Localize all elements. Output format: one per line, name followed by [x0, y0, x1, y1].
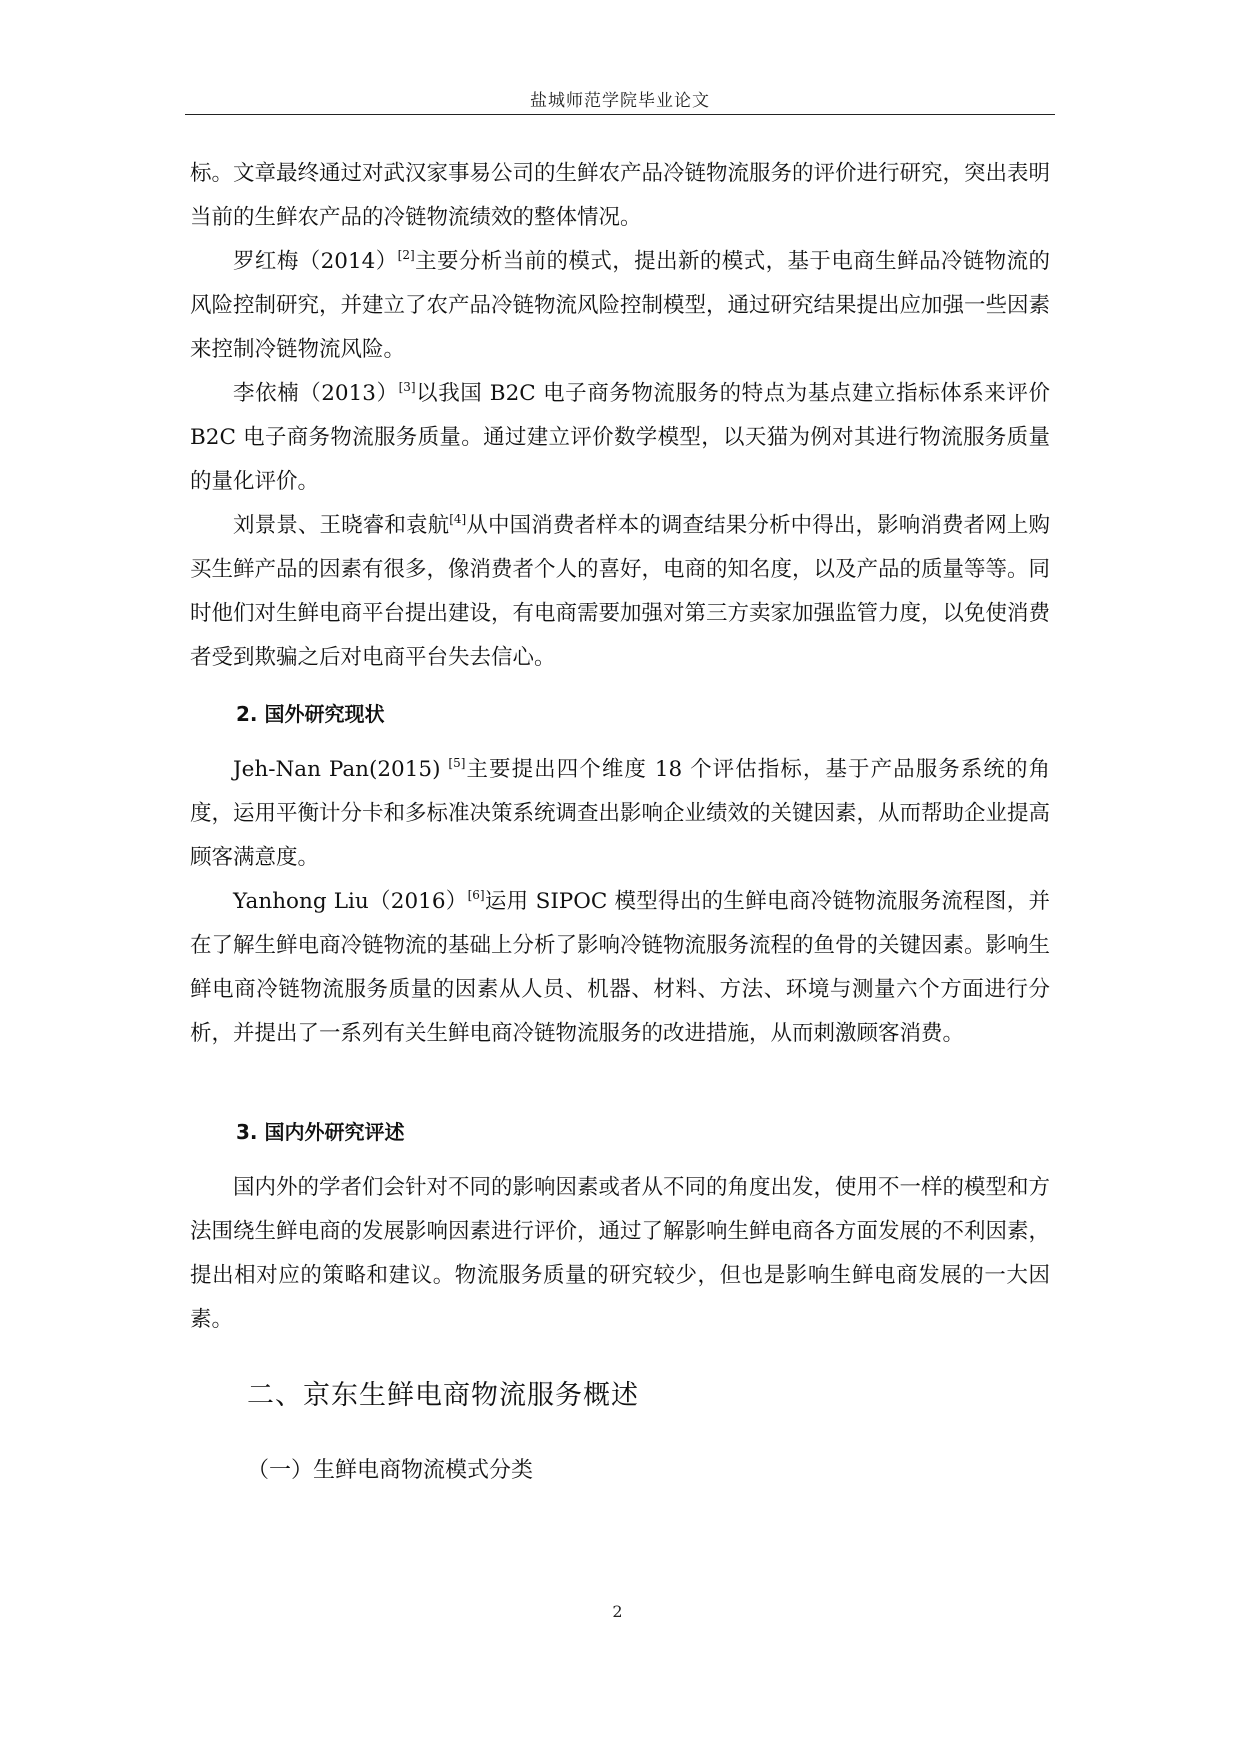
heading-research-review: 3. 国内外研究评述	[236, 1120, 405, 1144]
heading-foreign-research: 2. 国外研究现状	[236, 702, 385, 726]
page-header-title: 盐城师范学院毕业论文	[530, 91, 710, 111]
paragraph-liu-jingjing	[190, 504, 1050, 680]
citation-ref: [6]	[467, 888, 485, 902]
paragraph-text: 运用 SIPOC 模型得出的生鲜电商冷链物流服务流程图，并在了解生鲜电商冷链物流的基础上分析了影响冷链物流服务流程的鱼骨的关键因素。影响生鲜电商冷链物流服务质量的因素从人员、机器、材料、方法、环境与测量六个方面进行分析，并提出了一系列有关生鲜电商冷链物流服务的改进措施，从而刺激顾客消费。	[190, 889, 1051, 1046]
chapter-heading: 二、京东生鲜电商物流服务概述	[247, 1380, 639, 1411]
paragraph-text: 主要分析当前的模式，提出新的模式，基于电商生鲜品冷链物流的风险控制研究，并建立了农产品冷链物流风险控制模型，通过研究结果提出应加强一些因素来控制冷链物流风险。	[190, 249, 1051, 362]
paragraph-jeh-nan-pan	[190, 748, 1050, 880]
page-number: 2	[612, 1602, 623, 1621]
paragraph-lead: Jeh-Nan Pan(2015)	[233, 757, 449, 782]
citation-ref: [5]	[448, 756, 466, 770]
paragraph-text: 从中国消费者样本的调查结果分析中得出，影响消费者网上购买生鲜产品的因素有很多，像消费者个人的喜好，电商的知名度，以及产品的质量等等。同时他们对生鲜电商平台提出建设，有电商需要加强对第三方卖家加强监管力度，以免使消费者受到欺骗之后对电商平台失去信心。	[190, 513, 1051, 670]
paragraph-continued: 标。文章最终通过对武汉家事易公司的生鲜农产品冷链物流服务的评价进行研究，突出表明当前的生鲜农产品的冷链物流绩效的整体情况。	[190, 161, 1051, 230]
citation-ref: [2]	[397, 248, 415, 262]
section-heading: （一）生鲜电商物流模式分类	[247, 1458, 534, 1483]
paragraph-li-yinan	[190, 372, 1050, 504]
paragraph-text: 主要提出四个维度 18 个评估指标，基于产品服务系统的角度，运用平衡计分卡和多标准决策系统调查出影响企业绩效的关键因素，从而帮助企业提高顾客满意度。	[190, 757, 1051, 870]
paragraph-lead: 李依楠（2013）	[233, 381, 399, 406]
citation-ref: [3]	[398, 380, 416, 394]
header-divider	[185, 114, 1055, 115]
paragraph-luo-hongmei	[190, 240, 1050, 372]
paragraph-lead: Yanhong Liu（2016）	[233, 889, 468, 914]
page-body	[190, 152, 1050, 1486]
citation-ref: [4]	[449, 512, 467, 526]
paragraph-text: 以我国 B2C 电子商务物流服务的特点为基点建立指标体系来评价 B2C 电子商务物流服务质量。通过建立评价数学模型，以天猫为例对其进行物流服务质量的量化评价。	[190, 381, 1050, 494]
paragraph-review: 国内外的学者们会针对不同的影响因素或者从不同的角度出发，使用不一样的模型和方法围绕生鲜电商的发展影响因素进行评价，通过了解影响生鲜电商各方面发展的不利因素，提出相对应的策略和建议。物流服务质量的研究较少，但也是影响生鲜电商发展的一大因素。	[190, 1175, 1051, 1332]
paragraph-lead: 罗红梅（2014）	[233, 249, 398, 274]
paragraph-lead: 刘景景、王晓睿和袁航	[233, 513, 450, 538]
paragraph-yanhong-liu	[190, 880, 1050, 1100]
